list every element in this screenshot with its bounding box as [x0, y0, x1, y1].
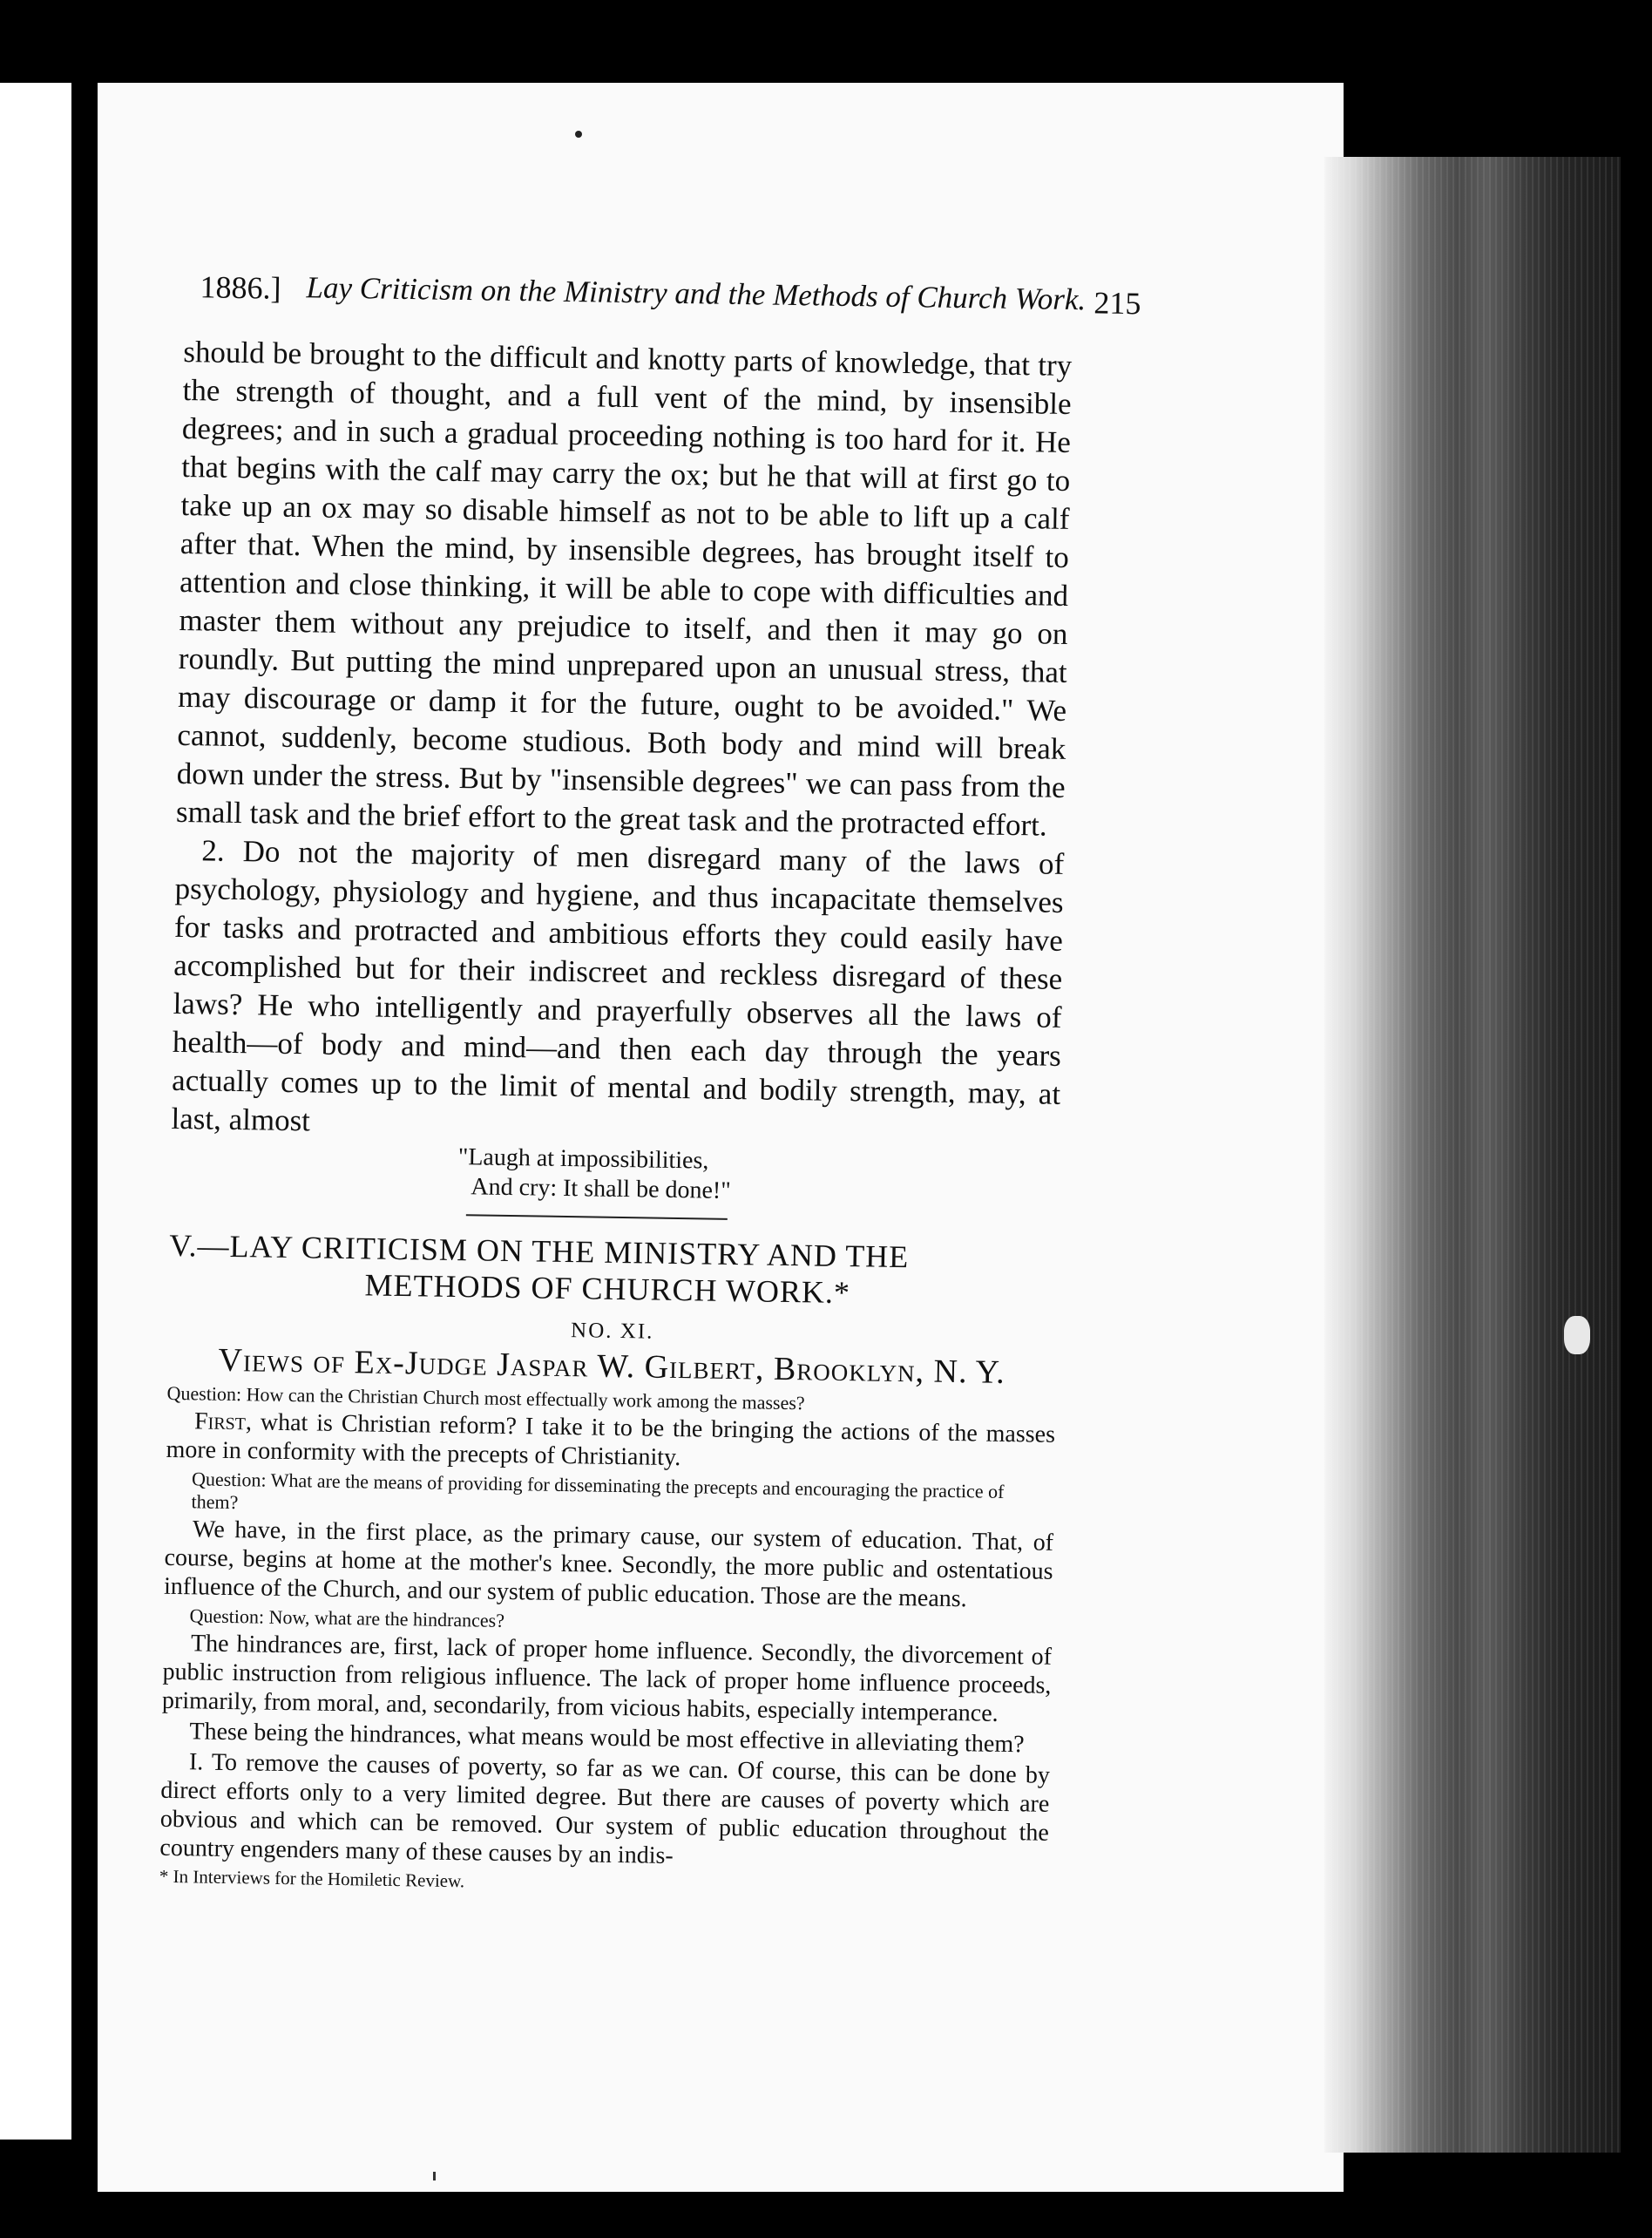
book-gutter [78, 74, 94, 2201]
section-divider [466, 1214, 728, 1220]
question-1: Question: How can the Christian Church most effectually work among the masses? [166, 1381, 805, 1414]
article-number: NO. XI. [570, 1319, 654, 1344]
article-subtitle: Views of Ex-Judge Jaspar W. Gilbert, Brooklyn, N. Y. [218, 1341, 1005, 1391]
answer-4: I. To remove the causes of poverty, so far as we can. Of course, this can be done by direct efforts only to a very limited degree. But there are causes of poverty which are obvious and which can be removed. Our system of public education throughout the country engenders many of these causes by an indis- [159, 1748, 1051, 1870]
ink-mark [433, 2172, 436, 2180]
quote-line-1: "Laugh at impossibilities, [457, 1143, 709, 1175]
question-4: These being the hindrances, what means would be most effective in alleviating them? [189, 1718, 1025, 1759]
ink-dot [575, 131, 582, 138]
page-content [159, 261, 1141, 1901]
facing-page-edge [0, 83, 71, 2140]
answer-2: We have, in the first place, as the primary cause, our system of education. That, of course, begins at home at the mother's knee. Secondly, the more public and ostentatious influence of the Church, and our system of public education. Those are the means. [163, 1516, 1054, 1613]
point-two-paragraph: 2. Do not the majority of men disregard many of the laws of psychology, physiology and hygiene, and thus incapacitate themselves for tasks and protracted and ambitious efforts they could easily have accomplished but for their indiscreet and reckless disregard of these laws? He who intelligently and prayerfully observes all the laws of health—of body and mind—and then each day through the years actually comes up to the limit of mental and bodily strength, may, at last, almost [171, 833, 1065, 1138]
interview [159, 1382, 1056, 1876]
answer-1-text: what is Christian reform? I take it to be the bringing the actions of the masses more in conformity with the precepts of Christianity. [166, 1408, 1056, 1472]
page-number: 215 [1093, 285, 1141, 322]
page-block-lines [1324, 157, 1621, 2153]
article-title-line-1: V.—LAY CRITICISM ON THE MINISTRY AND THE [168, 1227, 910, 1275]
answer-3: The hindrances are, first, lack of proper home influence. Secondly, the divorcement of public instruction from religious influence. The lack of proper home influence proceeds, primarily, from moral, and, secondarily, from vicious habits, especially intemperance. [161, 1630, 1053, 1727]
article-title [168, 1227, 1058, 1314]
running-head-date: 1886.] [200, 269, 281, 306]
article-title-line-2: METHODS OF CHURCH WORK.* [364, 1267, 851, 1311]
running-head-title: Lay Criticism on the Ministry and the Methods of Church Work. [306, 270, 1087, 317]
question-2: Question: What are the means of providing for disseminating the precepts and encouraging the practice of them? [191, 1468, 1005, 1514]
answer-1 [166, 1407, 1055, 1478]
continued-paragraph: should be brought to the difficult and knotty parts of knowledge, that try the strength of thought, and a full vent of the mind, by insensible degrees; and in such a gradual proceeding nothing is too hard for it. He that begins with the calf may carry the ox; but he that will at first go to take up an ox may so disable himself as not to be able to lift up a calf after that. When the mind, by insensible degrees, has brought itself to attention and close thinking, it will be able to cope with difficulties and master them without any prejudice to itself, and then it may go on roundly. But putting the mind unprepared upon an unusual stress, that may discourage or damp it for the future, ought to be avoided." We cannot, suddenly, become studious. Both body and mind will break down under the stress. But by "insensible degrees" we can pass from the small task and the brief effort to the great task and the protracted effort. [175, 334, 1073, 843]
page-edge-mark [1564, 1316, 1590, 1354]
question-3: Question: Now, what are the hindrances? [189, 1604, 505, 1631]
footnote: * In Interviews for the Homiletic Review. [159, 1865, 465, 1892]
running-head [184, 261, 1141, 336]
answer-1-lead: First, [193, 1407, 253, 1436]
quote-line-2: And cry: It shall be done!" [471, 1173, 731, 1204]
